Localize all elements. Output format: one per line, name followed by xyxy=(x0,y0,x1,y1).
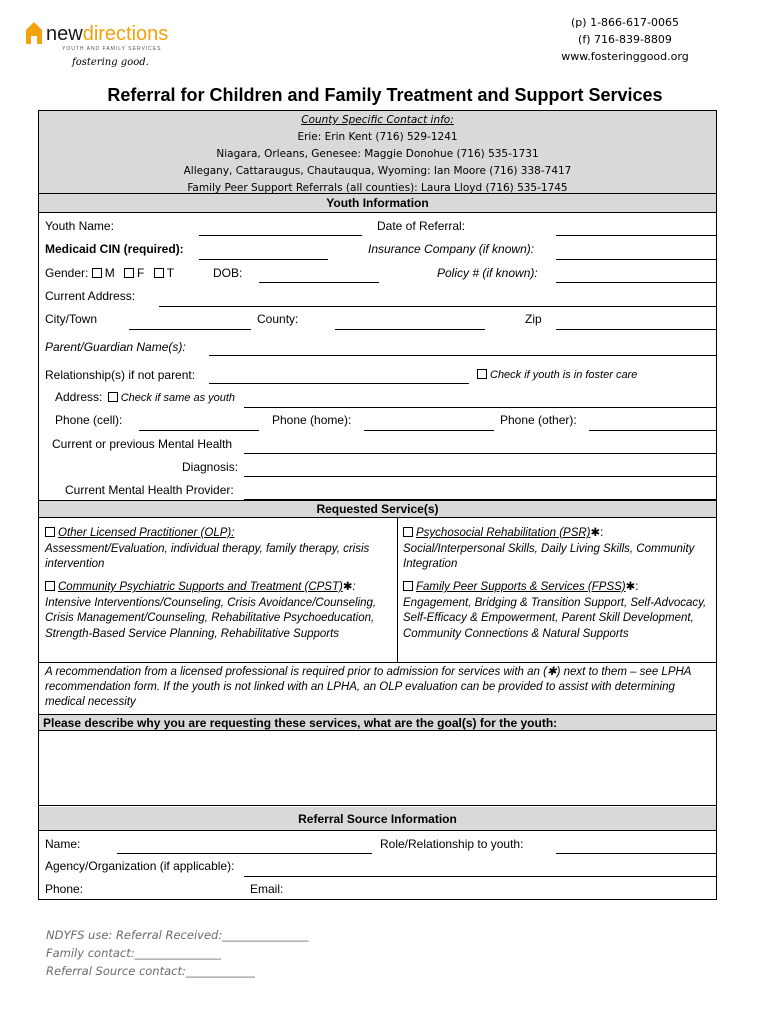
youth-info-heading: Youth Information xyxy=(39,194,716,213)
policy-field[interactable] xyxy=(556,282,716,283)
source-email-label: Email: xyxy=(250,882,284,896)
phone-home-field[interactable] xyxy=(364,430,494,431)
county-line-niagara: Niagara, Orleans, Genesee: Maggie Donohue (716) 535-1731 xyxy=(216,148,539,160)
services-divider xyxy=(397,518,398,662)
office-use-block xyxy=(46,926,308,980)
cpst-checkbox[interactable] xyxy=(45,581,55,591)
guardian-field[interactable] xyxy=(209,355,716,356)
mh-field-line1[interactable] xyxy=(244,453,716,454)
current-address-label: Current Address: xyxy=(45,289,136,303)
relationship-field[interactable] xyxy=(209,383,469,384)
gender-f-checkbox[interactable] xyxy=(124,268,134,278)
county-label: County: xyxy=(257,312,299,326)
county-line-family-peer: Family Peer Support Referrals (all counties): Laura Lloyd (716) 535-1745 xyxy=(187,182,568,194)
youth-name-label: Youth Name: xyxy=(45,219,114,233)
phone-cell-label: Phone (cell): xyxy=(55,413,123,427)
logo-word-new: new xyxy=(46,23,83,45)
contact-block xyxy=(540,14,710,65)
youth-name-field[interactable] xyxy=(199,235,362,236)
olp-checkbox[interactable] xyxy=(45,527,55,537)
contact-web[interactable]: www.fosteringgood.org xyxy=(561,50,689,63)
gender-m-checkbox[interactable] xyxy=(92,268,102,278)
provider-label: Current Mental Health Provider: xyxy=(65,483,234,497)
county-line-allegany: Allegany, Cattaraugus, Chautauqua, Wyoming: Ian Moore (716) 338-7417 xyxy=(183,165,572,177)
insurance-label: Insurance Company (if known): xyxy=(368,242,535,256)
phone-other-field[interactable] xyxy=(589,430,716,431)
source-role-field[interactable] xyxy=(556,853,716,854)
lpha-note: A recommendation from a licensed professional is required prior to admission for services with an (✱) next to them – see LPHA recommendation form. If the youth is not linked with an LPHA, an OLP evaluation can be provided to assist with determining medical necessity xyxy=(45,666,692,708)
services-heading: Requested Service(s) xyxy=(39,500,716,518)
psr-checkbox[interactable] xyxy=(403,527,413,537)
same-as-youth-label: Check if same as youth xyxy=(120,392,236,404)
source-agency-field[interactable] xyxy=(244,876,716,877)
logo xyxy=(26,20,169,70)
date-referral-label: Date of Referral: xyxy=(377,219,466,233)
dob-field[interactable] xyxy=(259,282,379,283)
services-bottom-rule xyxy=(39,662,716,663)
contact-fax: (f) 716-839-8809 xyxy=(578,33,672,46)
mh-label-line2: Diagnosis: xyxy=(182,460,239,474)
zip-field[interactable] xyxy=(556,329,716,330)
gender-m-label: M xyxy=(104,266,115,280)
foster-care-checkbox[interactable] xyxy=(477,369,487,379)
mh-label-line1: Current or previous Mental Health xyxy=(52,437,233,451)
psr-title: Psychosocial Rehabilitation (PSR) xyxy=(416,527,591,539)
asterisk-icon: ✱ xyxy=(342,581,353,593)
medicaid-label: Medicaid CIN (required): xyxy=(45,242,184,256)
goals-heading-text: Please describe why you are requesting these services, what are the goal(s) for the youth: xyxy=(43,716,558,730)
olp-title: Other Licensed Practitioner (OLP): xyxy=(58,527,235,539)
gender-label: Gender: xyxy=(45,266,89,280)
source-agency-label: Agency/Organization (if applicable): xyxy=(45,859,235,873)
source-phone-label: Phone: xyxy=(45,882,84,896)
guardian-address-field[interactable] xyxy=(244,407,716,408)
gender-row xyxy=(45,266,174,280)
asterisk-icon: ✱: xyxy=(590,527,604,539)
office-family-contact: Family contact:_______________ xyxy=(46,946,221,960)
referral-form xyxy=(38,110,717,900)
cpst-option: Community Psychiatric Supports and Treatment (CPST)✱: Intensive Interventions/Counseling, Crisis Avoidance/Counseling, Crisis Management/Counseling, Rehabilitative Psychoeducation, Strength-Based Service Planning, Rehabilitative Supports xyxy=(45,581,377,640)
medicaid-field[interactable] xyxy=(199,259,328,260)
cpst-title: Community Psychiatric Supports and Treatment (CPST) xyxy=(58,581,343,593)
foster-care-option xyxy=(477,369,637,381)
goals-textarea[interactable] xyxy=(39,731,716,806)
county-heading: County Specific Contact info: xyxy=(301,114,454,126)
gender-t-label: T xyxy=(166,266,175,280)
office-received: NDYFS use: Referral Received:_______________ xyxy=(46,928,309,942)
phone-home-label: Phone (home): xyxy=(272,413,352,427)
source-name-field[interactable] xyxy=(117,853,372,854)
city-field[interactable] xyxy=(129,329,251,330)
fpss-description: Engagement, Bridging & Transition Support, Self-Advocacy, Self-Efficacy & Empowerment, Parent Skill Development, Community Connections & Natural Supports xyxy=(403,596,707,640)
fpss-checkbox[interactable] xyxy=(403,581,413,591)
source-role-label: Role/Relationship to youth: xyxy=(380,837,524,851)
county-contacts xyxy=(39,111,716,194)
page-title: Referral for Children and Family Treatment and Support Services xyxy=(107,85,663,105)
city-label: City/Town xyxy=(45,312,98,326)
gender-t-checkbox[interactable] xyxy=(154,268,164,278)
psr-option xyxy=(403,526,713,573)
foster-care-label: Check if youth is in foster care xyxy=(490,369,638,381)
county-field[interactable] xyxy=(335,329,485,330)
logo-word-directions: directions xyxy=(82,23,169,45)
office-source-contact: Referral Source contact:____________ xyxy=(46,964,255,978)
source-name-label: Name: xyxy=(45,837,81,851)
logo-tagline: YOUTH AND FAMILY SERVICES xyxy=(62,46,162,52)
policy-label: Policy # (if known): xyxy=(437,266,538,280)
insurance-field[interactable] xyxy=(556,259,716,260)
fpss-option xyxy=(403,580,713,642)
zip-label: Zip xyxy=(525,312,542,326)
relationship-label: Relationship(s) if not parent: xyxy=(45,368,196,382)
asterisk-icon: ✱: xyxy=(625,581,639,593)
house-logo-icon xyxy=(26,22,42,44)
county-line-erie: Erie: Erin Kent (716) 529-1241 xyxy=(297,131,458,143)
goals-heading xyxy=(39,714,716,731)
same-as-youth-checkbox[interactable] xyxy=(108,392,118,402)
phone-other-label: Phone (other): xyxy=(500,413,577,427)
guardian-label: Parent/Guardian Name(s): xyxy=(45,340,186,354)
address2-row xyxy=(55,390,235,404)
olp-description: Assessment/Evaluation, individual therapy, family therapy, crisis intervention xyxy=(45,542,370,570)
current-address-field[interactable] xyxy=(159,306,716,307)
phone-cell-field[interactable] xyxy=(139,430,259,431)
date-referral-field[interactable] xyxy=(556,235,716,236)
fpss-title: Family Peer Supports & Services (FPSS) xyxy=(416,581,626,593)
contact-phone: (p) 1-866-617-0065 xyxy=(571,16,679,29)
olp-option xyxy=(45,526,390,573)
mh-field-line2[interactable] xyxy=(244,476,716,477)
guardian-address-label: Address: xyxy=(55,390,103,404)
cpst-description: Intensive Interventions/Counseling, Crisis Avoidance/Counseling, Crisis Management/Counseling, Rehabilitative Psychoeducation, Strength-Based Service Planning, Rehabilitative Supports xyxy=(45,596,377,640)
psr-description: Social/Interpersonal Skills, Daily Living Skills, Community Integration xyxy=(403,542,695,570)
source-email-field[interactable] xyxy=(297,899,716,900)
referral-source-heading: Referral Source Information xyxy=(39,807,716,831)
gender-f-label: F xyxy=(137,266,145,280)
logo-slogan: fostering good. xyxy=(72,57,149,68)
dob-label: DOB: xyxy=(213,266,243,280)
source-phone-field[interactable] xyxy=(109,899,244,900)
